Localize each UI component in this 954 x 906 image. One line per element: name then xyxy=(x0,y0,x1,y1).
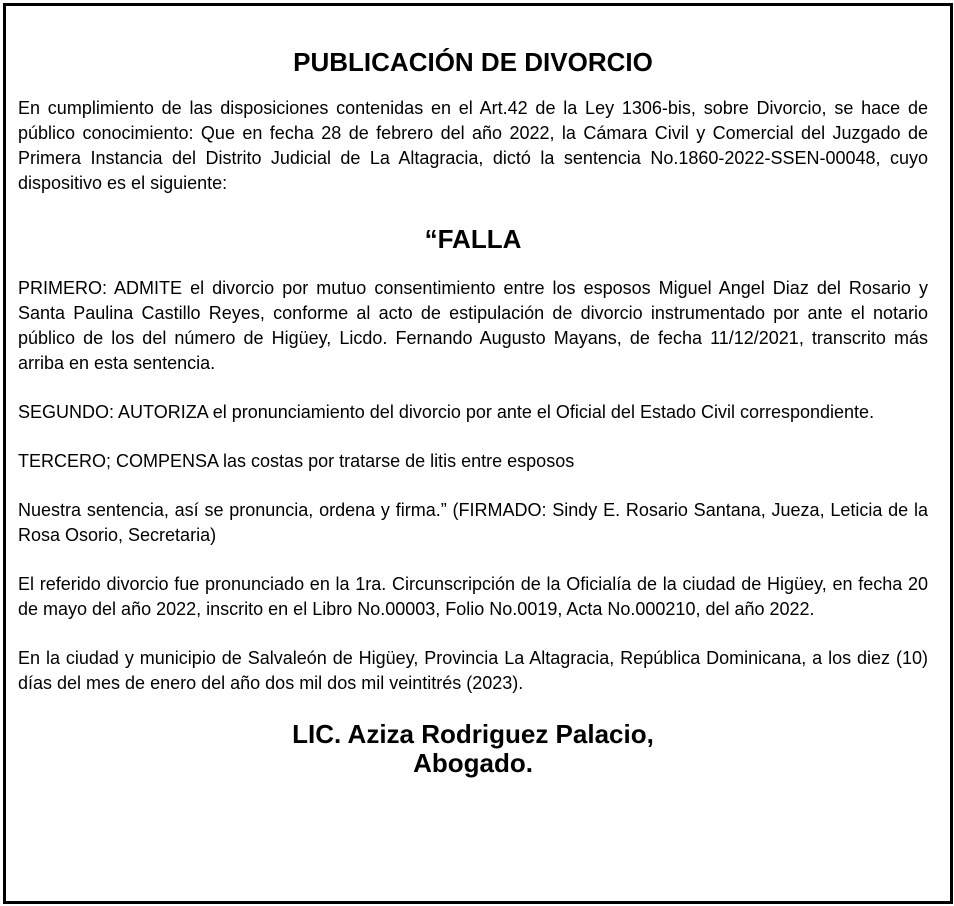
tercero-paragraph: TERCERO; COMPENSA las costas por tratarse de litis entre esposos xyxy=(18,451,575,471)
signature-title: Abogado. xyxy=(413,748,533,778)
falla-heading: “FALLA xyxy=(424,224,522,254)
lugar-fecha-paragraph: En la ciudad y municipio de Salvaleón de Higüey, Provincia La Altagracia, República Dominicana, a los diez (10) días del mes de enero del año dos mil dos mil veintitrés (2023). xyxy=(18,648,928,693)
firmado-paragraph: Nuestra sentencia, así se pronuncia, ordena y firma.” (FIRMADO: Sindy E. Rosario Santana, Jueza, Leticia de la Rosa Osorio, Secretaria) xyxy=(18,500,928,545)
pronunciado-paragraph: El referido divorcio fue pronunciado en la 1ra. Circunscripción de la Oficialía de la ciudad de Higüey, en fecha 20 de mayo del año 2022, inscrito en el Libro No.00003, Folio No.0019, Acta No.000210, del año 2022. xyxy=(18,574,928,619)
primero-paragraph: PRIMERO: ADMITE el divorcio por mutuo consentimiento entre los esposos Miguel Angel Diaz del Rosario y Santa Paulina Castillo Reyes, conforme al acto de estipulación de divorcio instrumentado por ante el notario público de los del número de Higüey, Licdo. Fernando Augusto Mayans, de fecha 11/12/2021, transcrito más arriba en esta sentencia. xyxy=(18,278,928,373)
signature-block xyxy=(18,720,928,778)
signature-name: LIC. Aziza Rodriguez Palacio, xyxy=(292,719,654,749)
notice-content xyxy=(18,44,928,778)
intro-paragraph: En cumplimiento de las disposiciones contenidas en el Art.42 de la Ley 1306-bis, sobre Divorcio, se hace de público conocimiento: Que en fecha 28 de febrero del año 2022, la Cámara Civil y Comercial del Juzgado de Primera Instancia del Distrito Judicial de La Altagracia, dictó la sentencia No.1860-2022-SSEN-00048, cuyo dispositivo es el siguiente: xyxy=(18,98,928,193)
notice-title: PUBLICACIÓN DE DIVORCIO xyxy=(293,47,653,77)
segundo-paragraph: SEGUNDO: AUTORIZA el pronunciamiento del divorcio por ante el Oficial del Estado Civil correspondiente. xyxy=(18,402,875,422)
